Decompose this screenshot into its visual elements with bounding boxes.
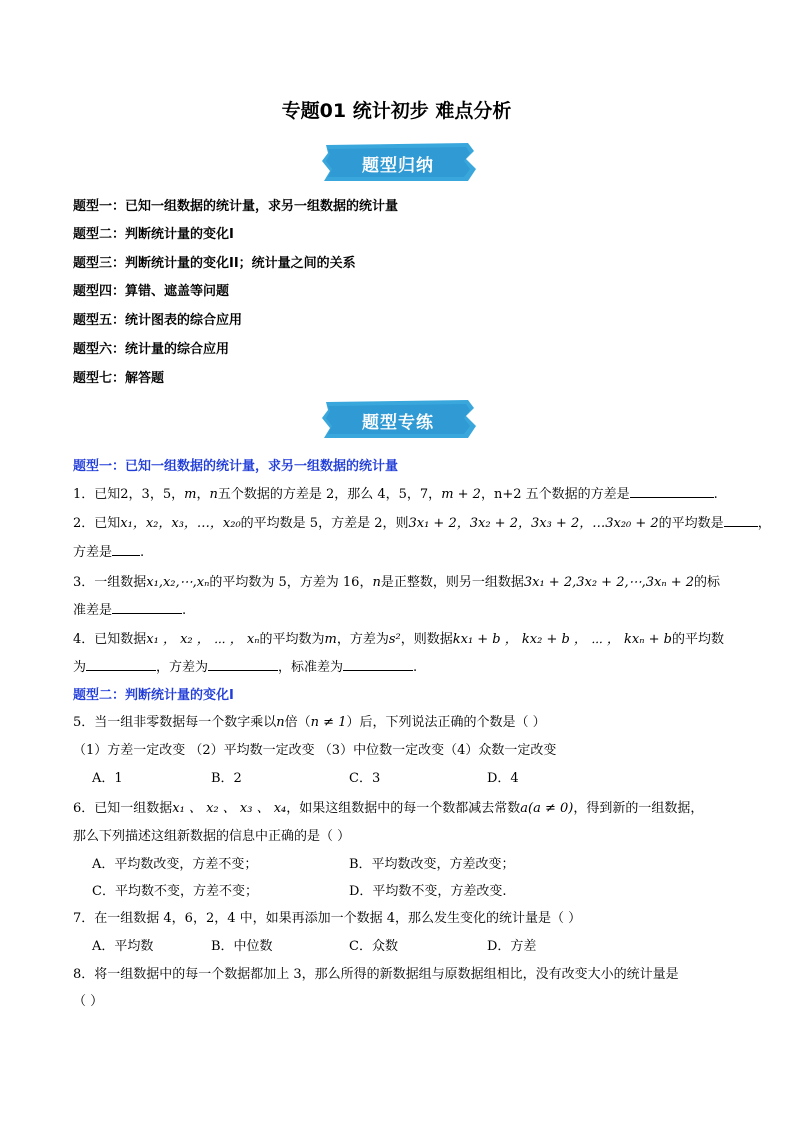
section-banner-practice — [318, 398, 478, 440]
answer-blank[interactable] — [208, 657, 278, 671]
option-d[interactable]: D．4 — [487, 771, 519, 786]
question-7: 7．在一组数据 4，6，2，4 中，如果再添加一个数据 4，那么发生变化的统计量是（ ） — [73, 911, 582, 926]
answer-blank[interactable] — [86, 657, 156, 671]
banner-label: 题型专练 — [362, 413, 434, 433]
toc-item-3[interactable]: 题型三：判断统计量的变化II；统计量之间的关系 — [73, 256, 356, 271]
section-banner-summary — [318, 141, 478, 183]
option-d[interactable]: D．方差 — [487, 939, 537, 954]
toc-item-6[interactable]: 题型六：统计量的综合应用 — [73, 342, 230, 357]
question-8-line2: （ ） — [73, 994, 104, 1009]
question-5: 5．当一组非零数据每一个数字乘以n倍（n ≠ 1）后，下列说法正确的个数是（ ） — [73, 715, 546, 730]
section-heading-1: 题型一：已知一组数据的统计量，求另一组数据的统计量 — [73, 459, 399, 474]
option-b[interactable]: B．中位数 — [211, 939, 273, 954]
toc-item-7[interactable]: 题型七：解答题 — [73, 371, 165, 386]
answer-blank[interactable] — [343, 657, 413, 671]
question-4-line2: 为 ，方差为 ，标准差为 . — [73, 656, 417, 675]
option-c[interactable]: C．平均数不变，方差不变； — [92, 884, 258, 899]
question-3-line2: 准差是 . — [73, 599, 186, 618]
toc-item-4[interactable]: 题型四：算错、遮盖等问题 — [73, 284, 230, 299]
toc-item-5[interactable]: 题型五：统计图表的综合应用 — [73, 313, 243, 328]
question-6: 6．已知一组数据x₁ 、 x₂ 、 x₃ 、 x₄，如果这组数据中的每一个数都减去常数a(a ≠ 0)，得到新的一组数据， — [73, 801, 704, 816]
question-4: 4．已知数据x₁ ， x₂ ， ⋯ ， xₙ的平均数为m，方差为s²，则数据kx₁ + b ， kx₂ + b ， ⋯ ， kxₙ + b的平均数 — [73, 632, 724, 647]
question-1: 1．已知2，3，5，m，n五个数据的方差是 2，那么 4，5，7，m + 2，n+2 五个数据的方差是 . — [73, 483, 718, 502]
option-c[interactable]: C．3 — [349, 771, 381, 786]
question-5-items: （1）方差一定改变 （2）平均数一定改变 （3）中位数一定改变（4）众数一定改变 — [73, 743, 557, 758]
question-2: 2．已知x₁，x₂，x₃，…，x₂₀的平均数是 5，方差是 2，则3x₁ + 2，3x₂ + 2，3x₃ + 2，…3x₂₀ + 2的平均数是 ， — [73, 512, 771, 531]
option-a[interactable]: A．平均数 — [92, 939, 154, 954]
answer-blank[interactable] — [112, 542, 140, 556]
page-title: 专题01 统计初步 难点分析 — [281, 100, 512, 122]
option-b[interactable]: B．2 — [211, 771, 242, 786]
option-a[interactable]: A．1 — [92, 771, 123, 786]
option-c[interactable]: C．众数 — [349, 939, 398, 954]
section-heading-2: 题型二：判断统计量的变化Ⅰ — [73, 688, 234, 703]
question-2-line2: 方差是 . — [73, 541, 144, 560]
question-3: 3．一组数据x₁,x₂,⋯,xₙ的平均数为 5，方差为 16，n是正整数，则另一组数据3x₁ + 2,3x₂ + 2,⋯,3xₙ + 2的标 — [73, 575, 721, 590]
banner-label: 题型归纳 — [362, 156, 434, 176]
question-8: 8．将一组数据中的每一个数据都加上 3，那么所得的新数据组与原数据组相比，没有改变大小的统计量是 — [73, 967, 679, 982]
option-d[interactable]: D．平均数不变，方差改变. — [349, 884, 507, 899]
question-6-line2: 那么下列描述这组新数据的信息中正确的是（ ） — [73, 829, 351, 844]
option-b[interactable]: B．平均数改变，方差改变； — [349, 857, 515, 872]
answer-blank[interactable] — [112, 600, 182, 614]
option-a[interactable]: A．平均数改变，方差不变； — [92, 857, 258, 872]
answer-blank[interactable] — [630, 484, 714, 498]
toc-item-1[interactable]: 题型一：已知一组数据的统计量，求另一组数据的统计量 — [73, 199, 399, 214]
answer-blank[interactable] — [724, 513, 758, 527]
toc-item-2[interactable]: 题型二：判断统计量的变化I — [73, 227, 234, 242]
